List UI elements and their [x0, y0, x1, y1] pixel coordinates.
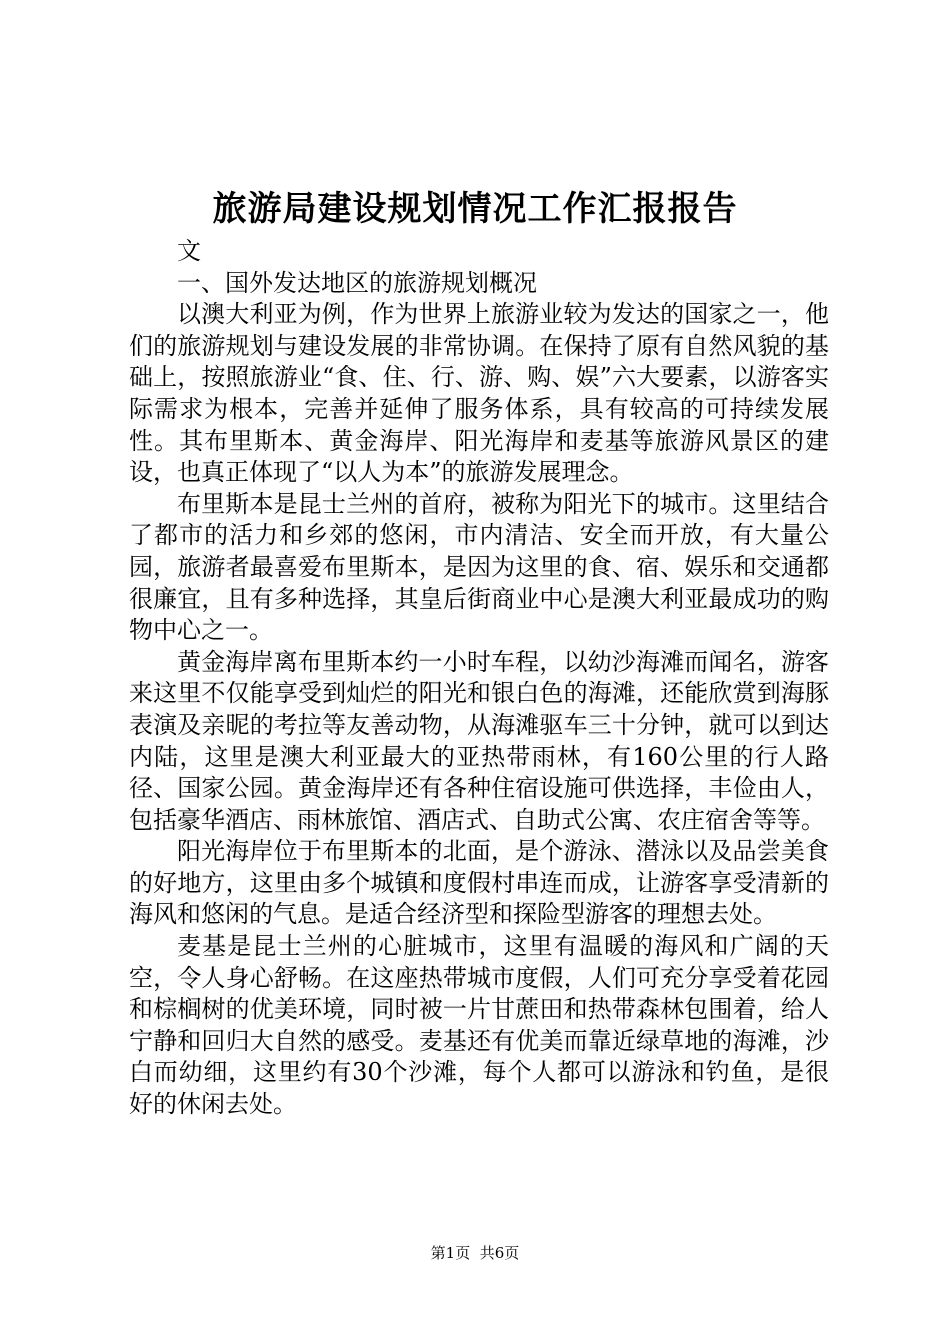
paragraph: 麦基是昆士兰州的心脏城市，这里有温暖的海风和广阔的天空，令人身心舒畅。在这座热带城市度假，人们可充分享受着花园和棕榈树的优美环境，同时被一片甘蔗田和热带森林包围着，给人宁静和回归大自然的感受。麦基还有优美而靠近绿草地的海滩，沙白而幼细，这里约有30个沙滩，每个人都可以游泳和钓鱼，是很好的休闲去处。: [129, 932, 829, 1119]
page-total: 共6页: [479, 1244, 520, 1262]
document-body: [129, 236, 829, 1121]
page-footer: [0, 1243, 950, 1263]
paragraph: 黄金海岸离布里斯本约一小时车程，以幼沙海滩而闻名，游客来这里不仅能享受到灿烂的阳光和银白色的海滩，还能欣赏到海豚表演及亲昵的考拉等友善动物，从海滩驱车三十分钟，就可以到达内陆，这里是澳大利亚最大的亚热带雨林，有160公里的行人路径、国家公园。黄金海岸还有各种住宿设施可供选择，丰俭由人，包括豪华酒店、雨林旅馆、酒店式、自助式公寓、农庄宿舍等等。: [129, 647, 829, 834]
paragraph: 以澳大利亚为例，作为世界上旅游业较为发达的国家之一，他们的旅游规划与建设发展的非常协调。在保持了原有自然风貌的基础上，按照旅游业“食、住、行、游、购、娱”六大要素，以游客实际需求为根本，完善并延伸了服务体系，具有较高的可持续发展性。其布里斯本、黄金海岸、阳光海岸和麦基等旅游风景区的建设，也真正体现了“以人为本”的旅游发展理念。: [129, 300, 829, 487]
document-title: 旅游局建设规划情况工作汇报报告: [212, 189, 738, 229]
section-heading: 一、国外发达地区的旅游规划概况: [177, 268, 537, 297]
paragraph: 阳光海岸位于布里斯本的北面，是个游泳、潜泳以及品尝美食的好地方，这里由多个城镇和度假村串连而成，让游客享受清新的海风和悠闲的气息。是适合经济型和探险型游客的理想去处。: [129, 837, 829, 929]
paragraph: 布里斯本是昆士兰州的首府，被称为阳光下的城市。这里结合了都市的活力和乡郊的悠闲，市内清洁、安全而开放，有大量公园，旅游者最喜爱布里斯本，是因为这里的食、宿、娱乐和交通都很廉宜，且有多种选择，其皇后街商业中心是澳大利亚最成功的购物中心之一。: [129, 489, 829, 645]
page-number: 第1页: [430, 1244, 471, 1262]
paragraph-line: 文: [177, 237, 201, 265]
